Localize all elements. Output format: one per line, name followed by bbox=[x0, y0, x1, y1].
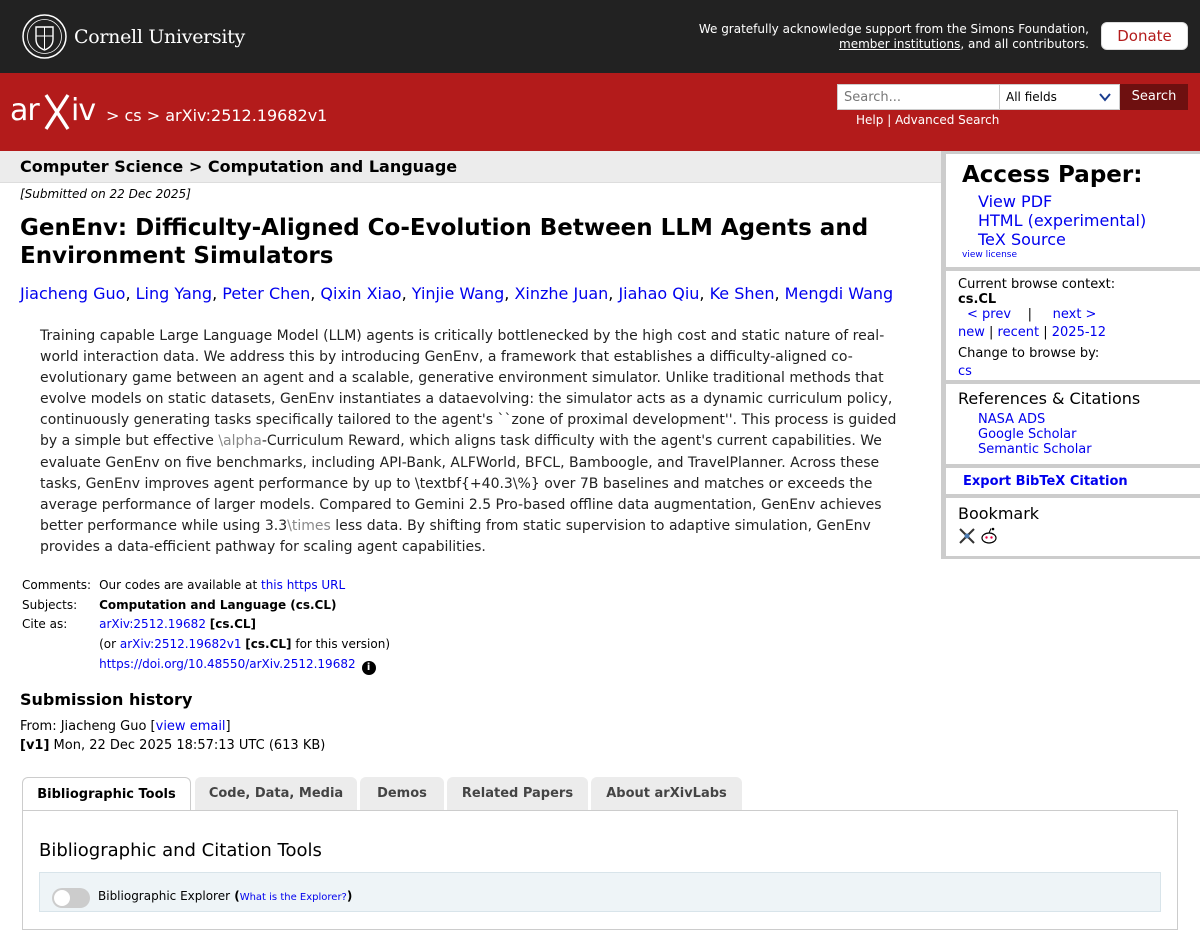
cite-row: Cite as: arXiv:2512.19682 [cs.CL] bbox=[22, 617, 257, 632]
view-license-link[interactable]: view license bbox=[962, 250, 1018, 260]
new-link[interactable]: new bbox=[958, 325, 985, 340]
chevron-down-icon bbox=[1098, 90, 1112, 104]
cornell-header bbox=[0, 0, 1200, 73]
arxiv-logo[interactable] bbox=[10, 91, 101, 133]
submission-history: From: Jiacheng Guo [view email] [v1] Mon, 22 Dec 2025 18:57:13 UTC (613 KB) bbox=[20, 719, 326, 754]
breadcrumb-cs[interactable]: cs bbox=[124, 106, 142, 125]
cite-version-link[interactable]: arXiv:2512.19682v1 bbox=[119, 637, 242, 652]
donate-button[interactable]: Donate bbox=[1101, 22, 1188, 50]
author-link[interactable]: Peter Chen bbox=[222, 284, 311, 303]
advanced-search-link[interactable]: Advanced Search bbox=[895, 113, 1000, 127]
access-paper-box bbox=[946, 154, 1200, 267]
breadcrumb: > cs > arXiv:2512.19682v1 bbox=[106, 106, 328, 125]
export-bibtex-link[interactable]: Export BibTeX Citation bbox=[963, 474, 1128, 489]
breadcrumb-paper-id: arXiv:2512.19682v1 bbox=[165, 106, 328, 125]
reddit-icon[interactable] bbox=[980, 527, 998, 545]
author-link[interactable]: Xinzhe Juan bbox=[514, 284, 609, 303]
author-link[interactable]: Jiahao Qiu bbox=[618, 284, 700, 303]
explorer-row bbox=[39, 872, 1161, 912]
tab-about-arxivlabs[interactable]: About arXivLabs bbox=[591, 777, 742, 810]
search-links: Help | Advanced Search bbox=[856, 113, 1000, 127]
cite-link[interactable]: arXiv:2512.19682 bbox=[99, 617, 206, 632]
recent-link[interactable]: recent bbox=[997, 325, 1040, 340]
doi-row bbox=[22, 657, 398, 677]
nasa-ads-link[interactable]: NASA ADS bbox=[978, 412, 1046, 427]
arxiv-header bbox=[0, 73, 1200, 151]
info-icon[interactable]: i bbox=[362, 661, 376, 675]
bibsonomy-icon[interactable] bbox=[958, 527, 976, 545]
references-box: References & Citations NASA ADS Google Scholar Semantic Scholar bbox=[946, 384, 1200, 464]
author-link[interactable]: Jiacheng Guo bbox=[20, 284, 126, 303]
month-link[interactable]: 2025-12 bbox=[1051, 325, 1107, 340]
author-link[interactable]: Ling Yang bbox=[135, 284, 213, 303]
code-url-link[interactable]: this https URL bbox=[260, 578, 346, 593]
comments-row: Comments: Our codes are available at this https URL bbox=[22, 578, 346, 593]
cite-version-row: (or arXiv:2512.19682v1 [cs.CL] for this version) bbox=[99, 637, 391, 652]
search-input[interactable]: Search... bbox=[837, 84, 1000, 110]
tex-source-link[interactable]: TeX Source bbox=[978, 230, 1066, 249]
search-button[interactable]: Search bbox=[1120, 84, 1188, 110]
cornell-name: Cornell University bbox=[74, 25, 245, 48]
browse-cs-link[interactable]: cs bbox=[958, 364, 972, 379]
tab-related-papers[interactable]: Related Papers bbox=[447, 777, 588, 810]
tab-code-data-media[interactable]: Code, Data, Media bbox=[195, 777, 357, 810]
panel-title: Bibliographic and Citation Tools bbox=[39, 840, 322, 861]
tab-panel bbox=[22, 810, 1178, 930]
explorer-label: Bibliographic Explorer (What is the Explorer?) bbox=[98, 889, 353, 903]
subject-header: Computer Science > Computation and Language bbox=[0, 151, 941, 183]
view-pdf-link[interactable]: View PDF bbox=[978, 192, 1053, 211]
html-link[interactable]: HTML (experimental) bbox=[978, 211, 1147, 230]
main-content bbox=[0, 151, 941, 755]
semantic-scholar-link[interactable]: Semantic Scholar bbox=[978, 442, 1092, 457]
metadata-table bbox=[22, 578, 398, 676]
abstract: Training capable Large Language Model (LLM) agents is critically bottlenecked by the high cost and static nature of real-world interaction data. We address this by introducing GenEnv, a framework that establishes a difficulty-aligned co-evolutionary game between an agent and a scalable, generative environment simulator. Unlike traditional methods that evolve models on static datasets, GenEnv instantiates a dataevolving: the simulator acts as a dynamic curriculum policy, continuously generating tasks specifically tailored to the agent's ``zone of proximal development''. This process is guided by a simple but effective \alpha-Curriculum Reward, which aligns task difficulty with the agent's current capabilities. We evaluate GenEnv on five benchmarks, including API-Bank, ALFWorld, BFCL, Bamboogle, and TravelPlanner. Across these tasks, GenEnv improves agent performance by up to \textbf{+40.3\%} over 7B baselines and matches or exceeds the average performance of larger models. Compared to Gemini 2.5 Pro-based offline data augmentation, GenEnv achieves better performance while using 3.3\times less data. By shifting from static supervision to adaptive simulation, GenEnv provides a data-efficient pathway for scaling agent capabilities. bbox=[40, 328, 897, 555]
author-link[interactable]: Qixin Xiao bbox=[320, 284, 402, 303]
what-is-explorer-link[interactable]: What is the Explorer? bbox=[239, 892, 347, 903]
browse-context-box: Current browse context: cs.CL < prev | next > new | recent | 2025-12 Change to browse by: cs bbox=[946, 271, 1200, 380]
sidebar bbox=[941, 151, 1200, 559]
prev-link[interactable]: < prev bbox=[967, 307, 1012, 322]
author-link[interactable]: Mengdi Wang bbox=[784, 284, 894, 303]
explorer-toggle[interactable] bbox=[52, 888, 90, 908]
author-link[interactable]: Ke Shen bbox=[709, 284, 775, 303]
view-email-link[interactable]: view email bbox=[155, 719, 226, 735]
tab-demos[interactable]: Demos bbox=[360, 777, 444, 810]
next-link[interactable]: next > bbox=[1052, 307, 1097, 322]
submission-history-title: Submission history bbox=[20, 690, 193, 710]
bibtex-box bbox=[946, 468, 1200, 494]
svg-text:ar: ar bbox=[10, 93, 39, 128]
author-link[interactable]: Yinjie Wang bbox=[411, 284, 505, 303]
browse-context: cs.CL bbox=[958, 292, 997, 307]
help-link[interactable]: Help bbox=[856, 113, 884, 127]
member-institutions-link[interactable]: member institutions bbox=[839, 37, 961, 51]
bookmark-box: Bookmark bbox=[946, 498, 1200, 556]
paper-title: GenEnv: Difficulty-Aligned Co-Evolution Between LLM Agents and Environment Simulators bbox=[20, 215, 869, 269]
cornell-seal-icon bbox=[22, 14, 67, 59]
doi-link[interactable]: https://doi.org/10.48550/arXiv.2512.19682 bbox=[99, 656, 356, 671]
cornell-logo[interactable] bbox=[22, 14, 245, 59]
support-text: We gratefully acknowledge support from the Simons Foundation, member institutions, and all contributors. bbox=[698, 22, 1089, 51]
subjects-row: Subjects: Computation and Language (cs.CL) bbox=[22, 597, 337, 612]
search-field-select[interactable]: All fields bbox=[999, 84, 1120, 110]
authors-list: Jiacheng Guo, Ling Yang, Peter Chen, Qixin Xiao, Yinjie Wang, Xinzhe Juan, Jiahao Qiu, Ke Shen, Mengdi Wang bbox=[20, 284, 894, 303]
svg-text:iv: iv bbox=[71, 93, 96, 128]
submitted-date: [Submitted on 22 Dec 2025] bbox=[20, 187, 191, 201]
tab-bibliographic-tools[interactable]: Bibliographic Tools bbox=[22, 777, 191, 812]
google-scholar-link[interactable]: Google Scholar bbox=[978, 427, 1077, 442]
access-paper-title: Access Paper: bbox=[962, 162, 1143, 188]
